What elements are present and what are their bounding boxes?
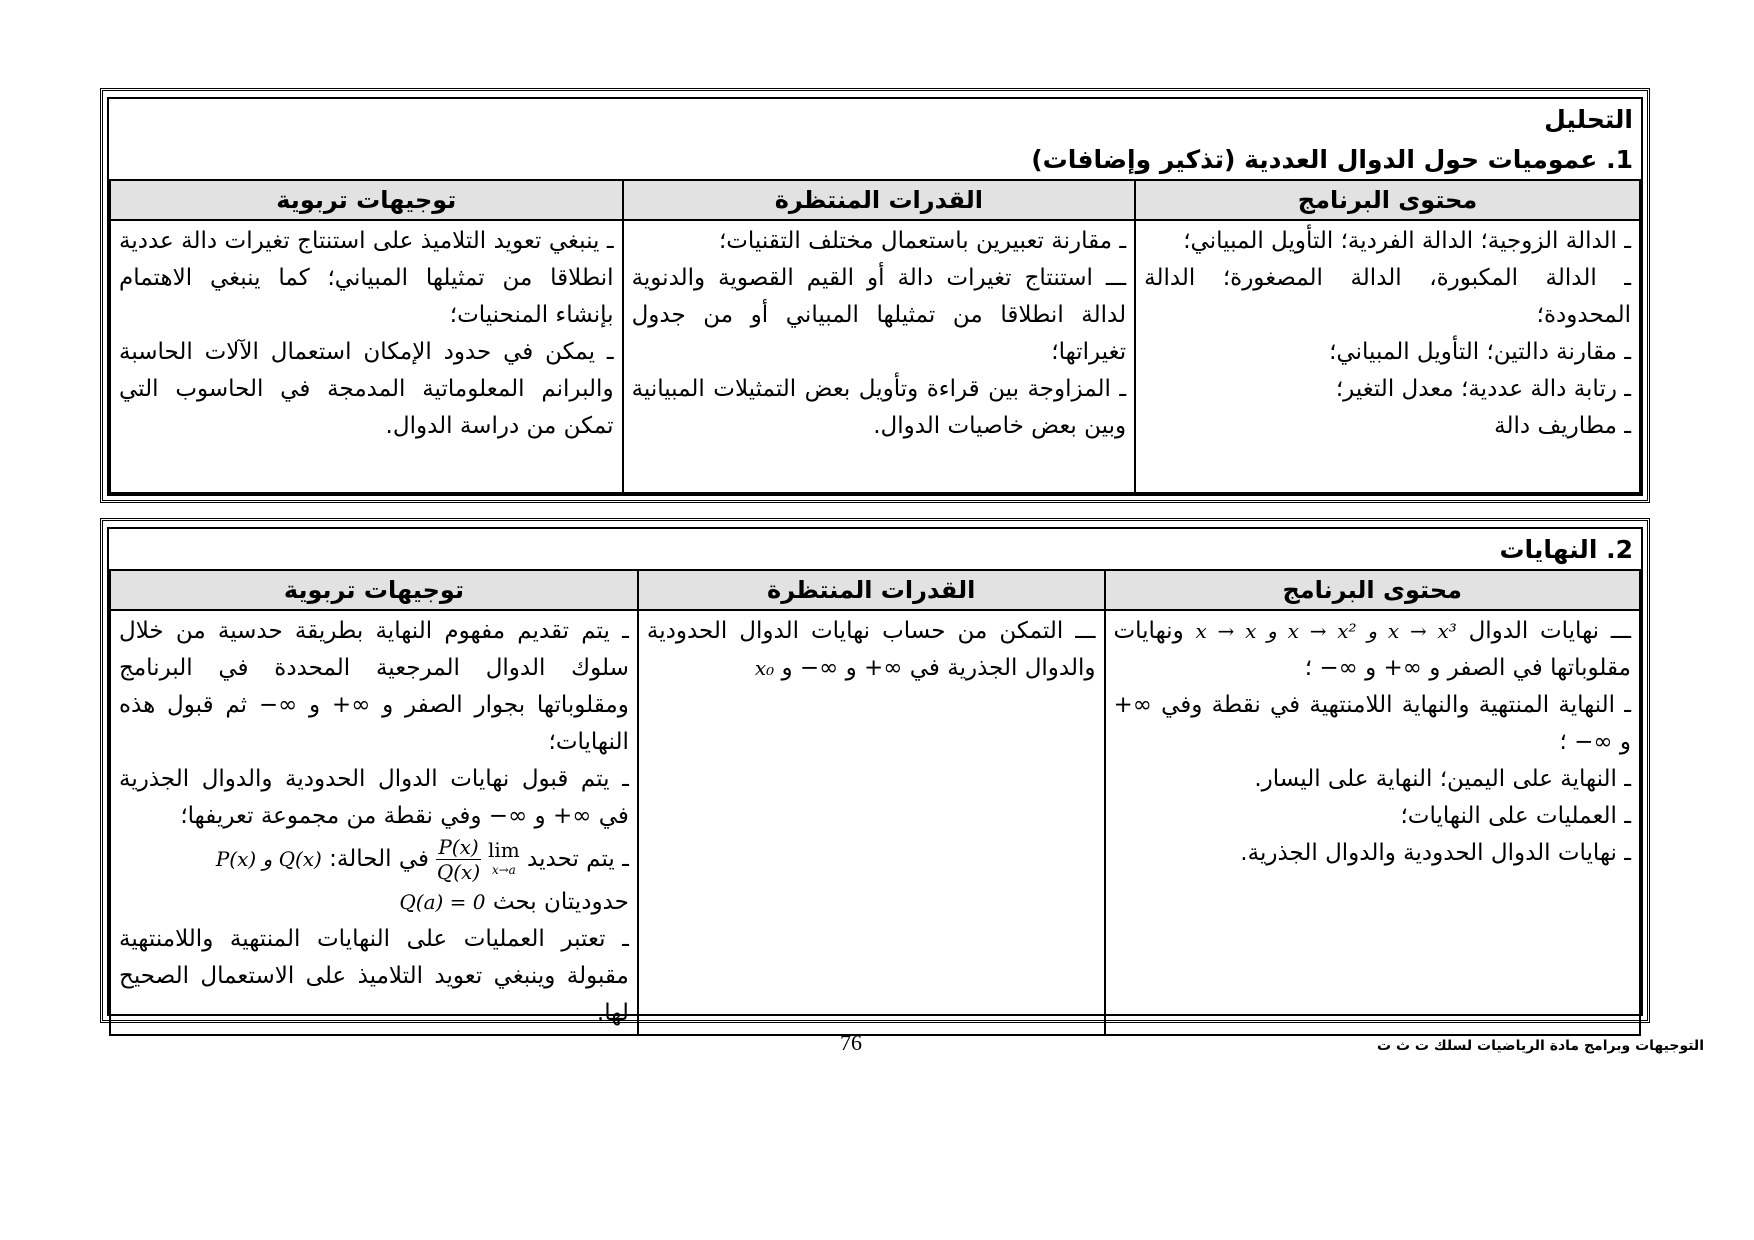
header-expected-abilities: القدرات المنتظرة (623, 180, 1136, 220)
guidance-cell (110, 220, 623, 493)
program-content-cell (1135, 220, 1640, 493)
section2-table (109, 569, 1641, 1036)
list-item: ـ يتم تقديم مفهوم النهاية بطريقة حدسية من خلال سلوك الدوال المرجعية المحددة في البرنامج ومقلوباتها بجوار الصفر و ∞+ و ∞− ثم قبول هذه النهايات؛ (119, 618, 629, 755)
fraction-numerator: P(x) (438, 835, 479, 859)
p3-condition: Q(a) = 0 (399, 890, 486, 914)
header-program-content: محتوى البرنامج (1135, 180, 1640, 220)
list-item: ـ مطاريف دالة (1494, 413, 1631, 439)
p3-polys: P(x) و Q(x) (215, 847, 322, 871)
list-item: ـ مقارنة تعبيرين باستعمال مختلف التقنيات؛ (718, 228, 1127, 254)
section2-frame (100, 518, 1650, 1026)
list-item (119, 884, 629, 921)
limits-rest: ونهايات مقلوباتها في الصفر و ∞+ و ∞− ؛ (1113, 618, 1631, 681)
section1-title: 1. عموميات حول الدوال العددية (تذكير وإضافات) (1031, 145, 1633, 174)
abilities-cell (623, 220, 1136, 493)
table-header-row (110, 180, 1640, 220)
list-item: ـ الدالة المكبورة، الدالة المصغورة؛ الدالة المحدودة؛ (1144, 265, 1631, 328)
list-item: ـ مقارنة دالتين؛ التأويل المبياني؛ (1329, 339, 1631, 365)
table-row (110, 610, 1640, 1035)
section1-table (109, 179, 1641, 494)
table-header-row (110, 570, 1640, 610)
list-item: ـ ينبغي تعويد التلاميذ على استنتاج تغيرات دالة عددية انطلاقا من تمثيلها المبياني؛ كما ينبغي الاهتمام بإنشاء المنحنيات؛ (119, 228, 614, 328)
limits-intro: ـــ نهايات الدوال (1468, 618, 1632, 644)
list-item: ـ المزاوجة بين قراءة وتأويل بعض التمثيلات المبيانية وبين بعض خاصيات الدوال. (631, 376, 1127, 439)
lim-word: lim (487, 837, 520, 862)
reference-functions: x → x و x → x² و x → x³ (1195, 619, 1457, 643)
fraction (436, 835, 480, 884)
footer-doc-title: التوجيهات وبرامج مادة الرياضيات لسلك ت ث ت (1377, 1038, 1704, 1054)
section2-box (107, 527, 1643, 1026)
table-row (110, 220, 1640, 493)
header-program-content: محتوى البرنامج (1105, 570, 1641, 610)
list-item: ـ تعتبر العمليات على النهايات المنتهية واللامنتهية مقبولة وينبغي تعويد التلاميذ على الاستعمال الصحيح لها. (119, 926, 629, 1026)
list-item (1114, 613, 1632, 687)
list-item: ـ يتم قبول نهايات الدوال الحدودية والدوال الجذرية في ∞+ و ∞− وفي نقطة من مجموعة تعريفها؛ (119, 766, 629, 829)
guidance-cell (110, 610, 638, 1035)
list-item: ـ نهايات الدوال الحدودية والدوال الجذرية. (1240, 840, 1631, 866)
list-item: ـ الدالة الزوجية؛ الدالة الفردية؛ التأويل المبياني؛ (1183, 228, 1631, 254)
list-item: ـ رتابة دالة عددية؛ معدل التغير؛ (1335, 376, 1631, 402)
list-item: ـ النهاية على اليمين؛ النهاية على اليسار. (1254, 766, 1631, 792)
program-content-cell (1105, 610, 1641, 1035)
limit-expression (487, 837, 520, 880)
p3-case: في الحالة: (329, 846, 429, 872)
abilities-cell (638, 610, 1105, 1035)
section1-box (107, 97, 1643, 496)
list-item: ـــ استنتاج تغيرات دالة أو القيم القصوية والدنوية لدالة انطلاقا من تمثيلها المبياني أو من جدول تغيراتها؛ (631, 265, 1127, 365)
list-item: ـ العمليات على النهايات؛ (1400, 803, 1631, 829)
fraction-denominator: Q(x) (436, 860, 481, 884)
list-item: ـ النهاية المنتهية والنهاية اللامنتهية في نقطة وفي ∞+ و ∞− ؛ (1113, 692, 1631, 755)
header-expected-abilities: القدرات المنتظرة (638, 570, 1105, 610)
point-x0: x₀ (754, 656, 775, 680)
list-item (647, 613, 1096, 687)
list-item (119, 835, 629, 884)
section2-title: 2. النهايات (1499, 535, 1633, 564)
p3-end: حدوديتان بحث (492, 889, 629, 915)
list-item: ـ يمكن في حدود الإمكان استعمال الآلات الحاسبة والبرانم المعلوماتية المدمجة في الحاسوب التي تمكن من دراسة الدوال. (119, 339, 614, 439)
p3-start: ـ يتم تحديد (527, 846, 629, 872)
header-pedagogical-guidance: توجيهات تربوية (110, 570, 638, 610)
lim-subscript: x→a (491, 862, 516, 877)
page-number: 76 (840, 1030, 862, 1055)
header-pedagogical-guidance: توجيهات تربوية (110, 180, 623, 220)
abilities-text: ـــ التمكن من حساب نهايات الدوال الحدودية والدوال الجذرية في ∞+ و ∞− و (646, 618, 1096, 681)
section1-frame (100, 88, 1650, 503)
analysis-heading: التحليل (1544, 105, 1633, 134)
